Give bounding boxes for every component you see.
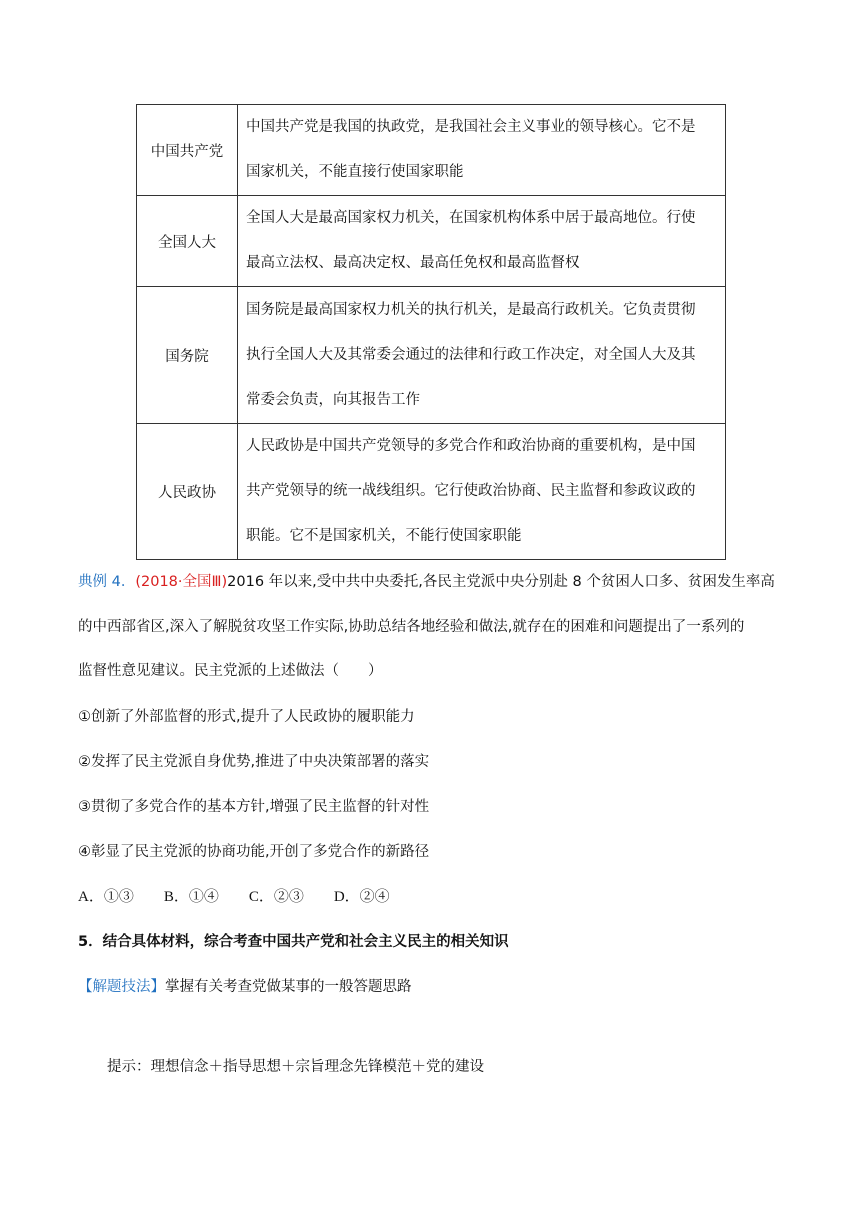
hint-line: 提示：理想信念＋指导思想＋宗旨理念先锋模范＋党的建设 (107, 1059, 484, 1075)
table-row (137, 196, 726, 287)
table-row (137, 105, 726, 196)
option-1: ①创新了外部监督的形式,提升了人民政协的履职能力 (78, 709, 415, 725)
row-name: 全国人大 (137, 196, 238, 287)
example-question-line-3: 监督性意见建议。民主党派的上述做法（ ） (78, 663, 383, 679)
example-text: 2016 年以来,受中共中央委托,各民主党派中央分别赴 8 个贫困人口多、贫困发生率高 (227, 574, 775, 590)
row-description: 全国人大是最高国家权力机关，在国家机构体系中居于最高地位。行使 最高立法权、最高决定权、最高任免权和最高监督权 (238, 196, 726, 287)
option-2: ②发挥了民主党派自身优势,推进了中央决策部署的落实 (78, 754, 430, 770)
example-source: (2018·全国Ⅲ) (135, 574, 228, 590)
option-3: ③贯彻了多党合作的基本方针,增强了民主监督的针对性 (78, 799, 430, 815)
table-row (137, 424, 726, 560)
example-label: 典例 4． (78, 574, 136, 590)
answer-choices: A．①③ B．①④ C．②③ D．②④ (78, 889, 390, 905)
row-name: 国务院 (137, 287, 238, 424)
row-description: 国务院是最高国家权力机关的执行机关，是最高行政机关。它负责贯彻 执行全国人大及其常委会通过的法律和行政工作决定，对全国人大及其 常委会负责，向其报告工作 (238, 287, 726, 424)
example-question-line-1 (78, 572, 775, 592)
tip-line (78, 977, 412, 997)
tip-text: 掌握有关考查党做某事的一般答题思路 (165, 979, 412, 995)
row-name: 人民政协 (137, 424, 238, 560)
comparison-table (136, 104, 726, 560)
option-4: ④彰显了民主党派的协商功能,开创了多党合作的新路径 (78, 844, 430, 860)
example-question-line-2: 的中西部省区,深入了解脱贫攻坚工作实际,协助总结各地经验和做法,就存在的困难和问题提出了一系列的 (78, 619, 745, 635)
row-description: 中国共产党是我国的执政党，是我国社会主义事业的领导核心。它不是 国家机关，不能直接行使国家职能 (238, 105, 726, 196)
tip-label: 【解题技法】 (78, 979, 165, 995)
row-name: 中国共产党 (137, 105, 238, 196)
table-row (137, 287, 726, 424)
row-description: 人民政协是中国共产党领导的多党合作和政治协商的重要机构，是中国 共产党领导的统一战线组织。它行使政治协商、民主监督和参政议政的 职能。它不是国家机关，不能行使国家职能 (238, 424, 726, 560)
section-5-heading: 5．结合具体材料，综合考查中国共产党和社会主义民主的相关知识 (78, 934, 509, 950)
